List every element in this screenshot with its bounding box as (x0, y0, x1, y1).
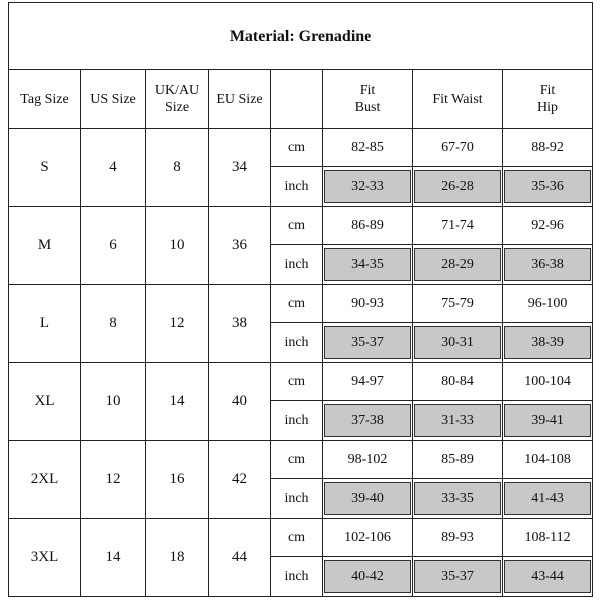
size-chart (8, 2, 592, 594)
waist-cm-cell: 71-74 (413, 207, 503, 245)
header-ukau-line2: Size (164, 100, 190, 115)
hip-cm-cell: 100-104 (503, 363, 593, 401)
us-size-cell: 12 (81, 441, 146, 519)
hip-inch-cell (503, 323, 593, 363)
unit-cm-cell: cm (271, 519, 323, 557)
header-unit (271, 70, 323, 129)
hip-cm-cell: 88-92 (503, 129, 593, 167)
eu-size-cell: 44 (209, 519, 271, 597)
hip-cm-cell: 108-112 (503, 519, 593, 557)
hip-cm-cell: 92-96 (503, 207, 593, 245)
waist-inch-value: 31-33 (414, 404, 501, 437)
tag-size-cell: L (9, 285, 81, 363)
waist-cm-cell: 85-89 (413, 441, 503, 479)
waist-cm-cell: 89-93 (413, 519, 503, 557)
table-row (9, 519, 593, 557)
hip-inch-cell (503, 479, 593, 519)
unit-inch-cell: inch (271, 479, 323, 519)
ukau-size-cell: 8 (146, 129, 209, 207)
bust-inch-value: 34-35 (324, 248, 411, 281)
table-row (9, 363, 593, 401)
hip-inch-value: 36-38 (504, 248, 591, 281)
header-bust-line2: Bust (354, 100, 381, 115)
eu-size-cell: 36 (209, 207, 271, 285)
bust-cm-cell: 82-85 (323, 129, 413, 167)
unit-inch-cell: inch (271, 245, 323, 285)
table-row (9, 441, 593, 479)
us-size-cell: 6 (81, 207, 146, 285)
bust-inch-value: 35-37 (324, 326, 411, 359)
header-hip-line1: Fit (539, 83, 556, 98)
header-ukau-size (146, 70, 209, 129)
waist-inch-value: 28-29 (414, 248, 501, 281)
bust-inch-value: 39-40 (324, 482, 411, 515)
waist-inch-value: 30-31 (414, 326, 501, 359)
hip-inch-value: 39-41 (504, 404, 591, 437)
header-tag-size: Tag Size (9, 70, 81, 129)
waist-cm-cell: 75-79 (413, 285, 503, 323)
tag-size-cell: XL (9, 363, 81, 441)
bust-inch-cell (323, 401, 413, 441)
table-row (9, 285, 593, 323)
bust-cm-cell: 86-89 (323, 207, 413, 245)
tag-size-cell: 3XL (9, 519, 81, 597)
unit-inch-cell: inch (271, 323, 323, 363)
header-row (9, 70, 593, 129)
waist-inch-cell (413, 167, 503, 207)
hip-inch-cell (503, 245, 593, 285)
bust-cm-cell: 90-93 (323, 285, 413, 323)
waist-inch-value: 35-37 (414, 560, 501, 593)
unit-inch-cell: inch (271, 557, 323, 597)
unit-cm-cell: cm (271, 441, 323, 479)
eu-size-cell: 34 (209, 129, 271, 207)
unit-cm-cell: cm (271, 129, 323, 167)
us-size-cell: 8 (81, 285, 146, 363)
ukau-size-cell: 16 (146, 441, 209, 519)
eu-size-cell: 42 (209, 441, 271, 519)
bust-cm-cell: 102-106 (323, 519, 413, 557)
hip-inch-cell (503, 557, 593, 597)
ukau-size-cell: 10 (146, 207, 209, 285)
waist-cm-cell: 80-84 (413, 363, 503, 401)
bust-inch-value: 37-38 (324, 404, 411, 437)
eu-size-cell: 38 (209, 285, 271, 363)
bust-cm-cell: 94-97 (323, 363, 413, 401)
tag-size-cell: 2XL (9, 441, 81, 519)
bust-inch-value: 40-42 (324, 560, 411, 593)
waist-inch-cell (413, 557, 503, 597)
waist-cm-cell: 67-70 (413, 129, 503, 167)
bust-cm-cell: 98-102 (323, 441, 413, 479)
header-fit-waist: Fit Waist (413, 70, 503, 129)
waist-inch-cell (413, 479, 503, 519)
hip-inch-value: 41-43 (504, 482, 591, 515)
table-title: Material: Grenadine (9, 3, 593, 70)
header-ukau-line1: UK/AU (154, 83, 200, 98)
bust-inch-cell (323, 557, 413, 597)
us-size-cell: 10 (81, 363, 146, 441)
table-row (9, 207, 593, 245)
ukau-size-cell: 14 (146, 363, 209, 441)
bust-inch-cell (323, 323, 413, 363)
hip-inch-cell (503, 167, 593, 207)
waist-inch-cell (413, 401, 503, 441)
waist-inch-value: 33-35 (414, 482, 501, 515)
hip-inch-value: 38-39 (504, 326, 591, 359)
header-bust-line1: Fit (359, 83, 376, 98)
bust-inch-cell (323, 245, 413, 285)
table-row (9, 129, 593, 167)
tag-size-cell: S (9, 129, 81, 207)
unit-cm-cell: cm (271, 363, 323, 401)
header-fit-hip (503, 70, 593, 129)
header-eu-size: EU Size (209, 70, 271, 129)
bust-inch-cell (323, 479, 413, 519)
hip-inch-value: 43-44 (504, 560, 591, 593)
waist-inch-value: 26-28 (414, 170, 501, 203)
tag-size-cell: M (9, 207, 81, 285)
unit-inch-cell: inch (271, 167, 323, 207)
header-us-size: US Size (81, 70, 146, 129)
hip-inch-value: 35-36 (504, 170, 591, 203)
us-size-cell: 4 (81, 129, 146, 207)
hip-cm-cell: 96-100 (503, 285, 593, 323)
waist-inch-cell (413, 245, 503, 285)
us-size-cell: 14 (81, 519, 146, 597)
size-table (8, 2, 593, 597)
hip-inch-cell (503, 401, 593, 441)
header-hip-line2: Hip (537, 100, 559, 115)
unit-inch-cell: inch (271, 401, 323, 441)
bust-inch-value: 32-33 (324, 170, 411, 203)
header-fit-bust (323, 70, 413, 129)
unit-cm-cell: cm (271, 207, 323, 245)
unit-cm-cell: cm (271, 285, 323, 323)
ukau-size-cell: 18 (146, 519, 209, 597)
hip-cm-cell: 104-108 (503, 441, 593, 479)
bust-inch-cell (323, 167, 413, 207)
waist-inch-cell (413, 323, 503, 363)
eu-size-cell: 40 (209, 363, 271, 441)
ukau-size-cell: 12 (146, 285, 209, 363)
